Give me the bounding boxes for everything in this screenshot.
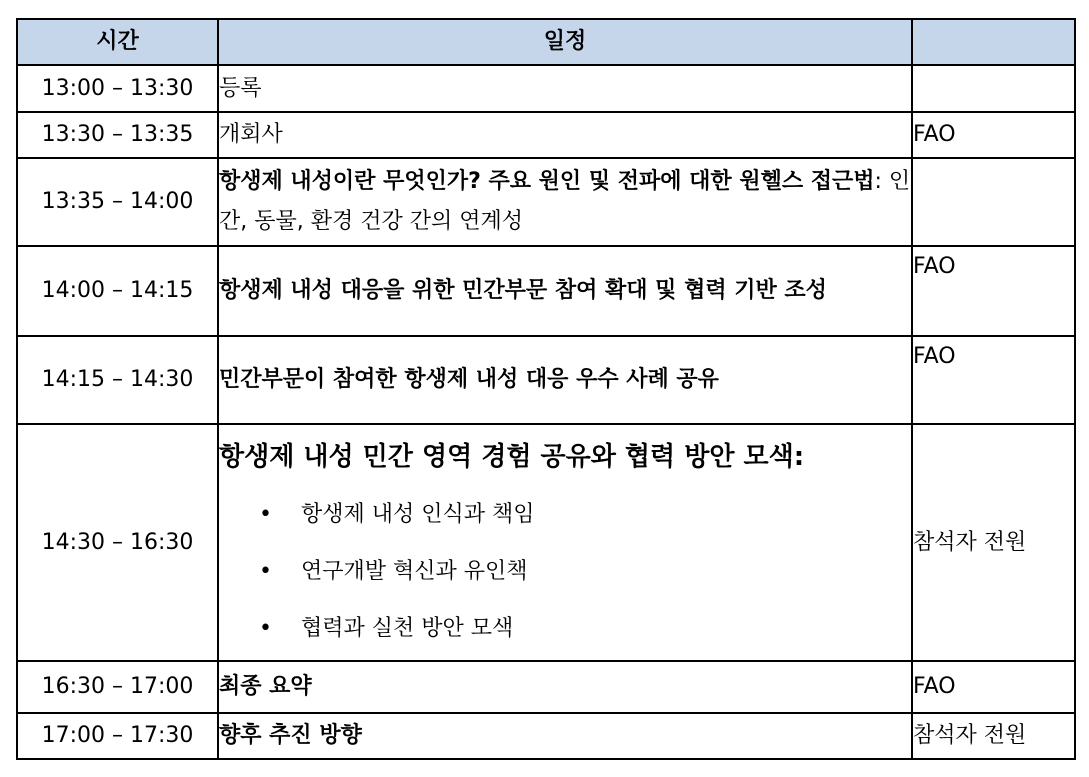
organizer-cell: 참석자 전원 — [912, 713, 1075, 759]
schedule-title: 항생제 내성 대응을 위한 민간부문 참여 확대 및 협력 기반 조성 — [219, 278, 827, 303]
header-row — [17, 19, 1075, 65]
schedule-cell — [218, 661, 912, 713]
time-cell: 17:00 – 17:30 — [17, 713, 218, 759]
organizer-cell: FAO — [912, 661, 1075, 713]
organizer-cell: 참석자 전원 — [912, 424, 1075, 661]
header-organizer — [912, 19, 1075, 65]
schedule-title-bold: 항생제 내성이란 무엇인가? 주요 원인 및 전파에 대한 원헬스 접근법 — [219, 169, 875, 194]
table-row — [17, 65, 1075, 112]
organizer-cell: FAO — [912, 336, 1075, 424]
list-item-text: 협력과 실천 방안 모색 — [301, 615, 514, 641]
organizer-cell — [912, 158, 1075, 246]
schedule-cell — [218, 713, 912, 759]
schedule-cell — [218, 336, 912, 424]
header-schedule: 일정 — [218, 19, 912, 65]
organizer-cell: FAO — [912, 246, 1075, 336]
bullet-icon: • — [259, 558, 272, 584]
bullet-icon: • — [259, 501, 272, 527]
schedule-title: 향후 추진 방향 — [219, 723, 362, 748]
bullet-list — [219, 495, 911, 649]
table-row — [17, 112, 1075, 158]
table-row — [17, 246, 1075, 336]
time-cell: 13:30 – 13:35 — [17, 112, 218, 158]
time-cell: 14:30 – 16:30 — [17, 424, 218, 661]
list-item-text: 항생제 내성 인식과 책임 — [301, 501, 535, 527]
time-cell: 14:00 – 14:15 — [17, 246, 218, 336]
list-item — [259, 609, 911, 649]
schedule-title-rest: : 인간, 동물, 환경 건강 간의 연계성 — [219, 169, 911, 234]
table-row — [17, 424, 1075, 661]
agenda-table — [16, 18, 1076, 760]
schedule-title: 민간부문이 참여한 항생제 내성 대응 우수 사례 공유 — [219, 367, 719, 392]
table-row — [17, 713, 1075, 759]
time-cell: 13:35 – 14:00 — [17, 158, 218, 246]
table-row — [17, 336, 1075, 424]
schedule-title: 항생제 내성 민간 영역 경험 공유와 협력 방안 모색: — [219, 441, 805, 472]
schedule-cell — [218, 246, 912, 336]
schedule-cell: 등록 — [218, 65, 912, 112]
list-item-text: 연구개발 혁신과 유인책 — [301, 558, 528, 584]
table-row — [17, 661, 1075, 713]
schedule-cell: 개회사 — [218, 112, 912, 158]
table-row — [17, 158, 1075, 246]
schedule-cell — [218, 424, 912, 661]
schedule-cell — [218, 158, 912, 246]
time-cell: 13:00 – 13:30 — [17, 65, 218, 112]
list-item — [259, 552, 911, 592]
header-time: 시간 — [17, 19, 218, 65]
organizer-cell — [912, 65, 1075, 112]
time-cell: 14:15 – 14:30 — [17, 336, 218, 424]
organizer-cell: FAO — [912, 112, 1075, 158]
schedule-title: 최종 요약 — [219, 674, 312, 699]
list-item — [259, 495, 911, 535]
bullet-icon: • — [259, 615, 272, 641]
time-cell: 16:30 – 17:00 — [17, 661, 218, 713]
